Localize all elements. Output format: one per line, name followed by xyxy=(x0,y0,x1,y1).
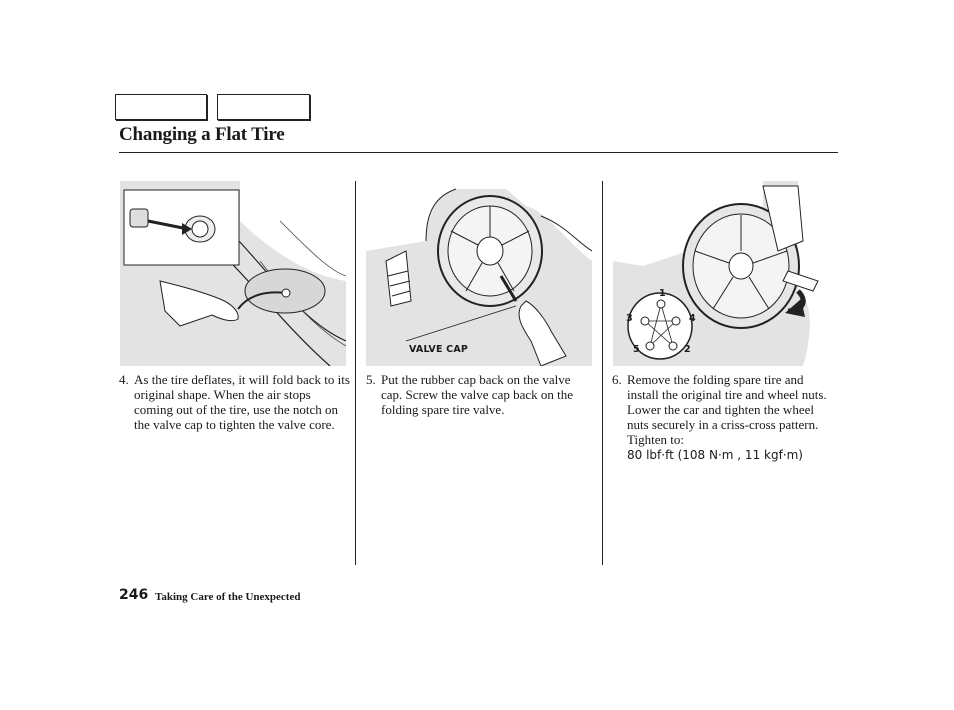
step-text: As the tire deflates, it will fold back to its original shape. When the air stops coming out of the tire, use the notch on the valve cap to tighten the valve core. xyxy=(134,372,350,432)
step-number: 6. xyxy=(612,372,622,387)
wheel-nut-drawing xyxy=(613,181,839,366)
title-divider xyxy=(119,152,838,153)
nut-label-1: 1 xyxy=(659,288,666,299)
nut-label-5: 5 xyxy=(633,344,640,355)
nut-label-3: 3 xyxy=(626,313,633,324)
nut-label-4: 4 xyxy=(689,313,696,324)
step-number: 4. xyxy=(119,372,129,387)
column-divider-1 xyxy=(355,181,356,565)
valve-cap-label: VALVE CAP xyxy=(409,344,469,355)
torque-spec: 80 lbf·ft (108 N·m , 11 kgf·m) xyxy=(627,448,803,462)
section-name: Taking Care of the Unexpected xyxy=(155,591,301,603)
valve-core-drawing xyxy=(120,181,346,366)
column-divider-2 xyxy=(602,181,603,565)
nut-label-2: 2 xyxy=(684,344,691,355)
step-4 xyxy=(119,372,351,432)
illustration-valve-cap xyxy=(366,181,592,366)
step-5 xyxy=(366,372,592,417)
valve-cap-drawing xyxy=(366,181,592,366)
step-number: 5. xyxy=(366,372,376,387)
illustration-valve-core xyxy=(120,181,346,366)
step-6 xyxy=(612,372,838,463)
nav-tab-right[interactable] xyxy=(217,94,310,120)
page-number: 246 xyxy=(119,587,149,603)
illustration-wheel-nuts xyxy=(613,181,839,366)
step-text: Remove the folding spare tire and install the original tire and wheel nuts. Lower the car and tighten the wheel nuts securely in a criss-cross pattern. Tighten to: xyxy=(627,372,827,447)
page-title: Changing a Flat Tire xyxy=(119,124,285,145)
step-text: Put the rubber cap back on the valve cap. Screw the valve cap back on the folding spare tire valve. xyxy=(381,372,574,417)
nav-tab-left[interactable] xyxy=(115,94,207,120)
